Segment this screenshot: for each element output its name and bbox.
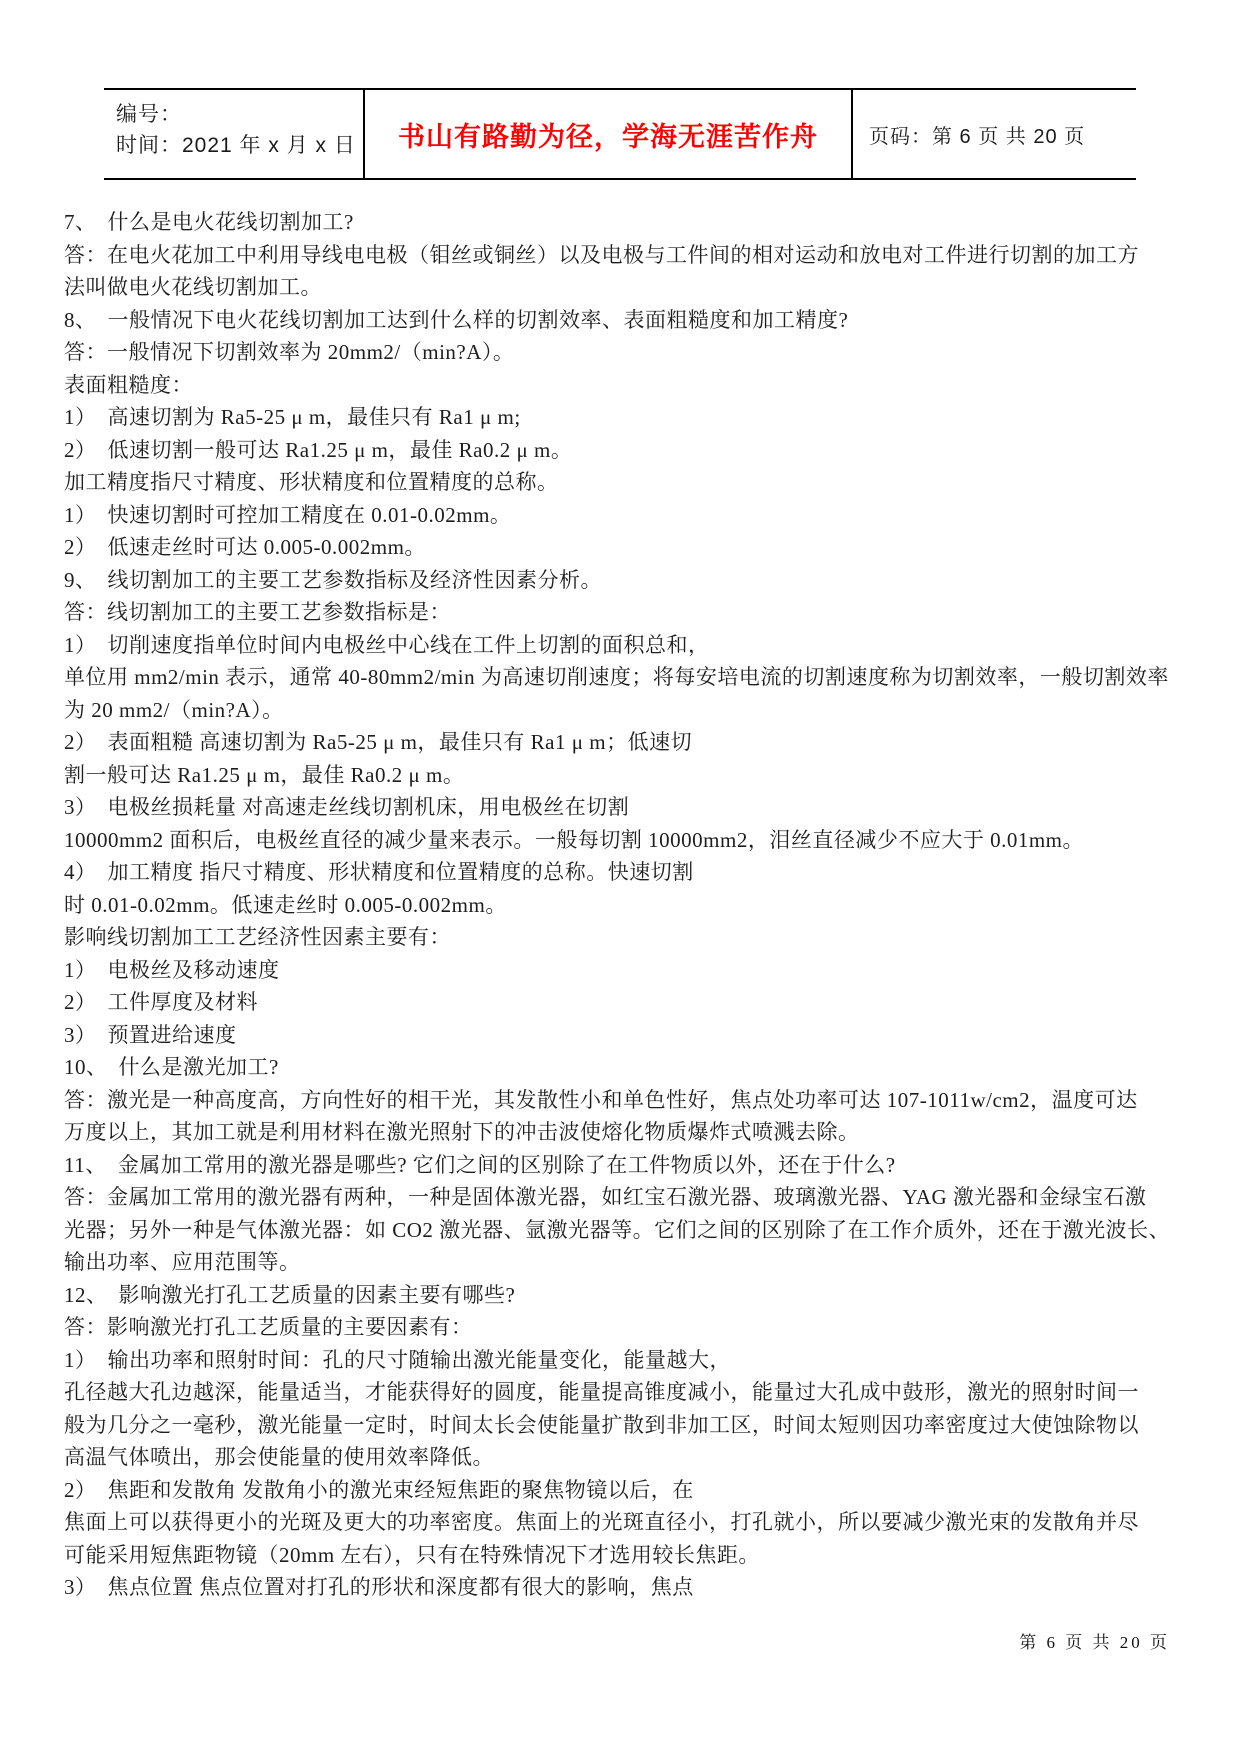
text-line: 单位用 mm2/min 表示，通常 40-80mm2/min 为高速切削速度；将每安培电流的切割速度称为切割效率，一般切割效率	[64, 665, 1169, 689]
text-line: 高温气体喷出，那会使能量的使用效率降低。	[64, 1445, 494, 1469]
text-line: 2） 低速切割一般可达 Ra1.25 μ m，最佳 Ra0.2 μ m。	[64, 437, 573, 462]
text-line: 1） 输出功率和照射时间：孔的尺寸随输出激光能量变化，能量越大，	[64, 1347, 731, 1372]
text-line: 答：在电火花加工中利用导线电电极（钼丝或铜丝）以及电极与工件间的相对运动和放电对工件进行切割的加工方	[64, 242, 1139, 267]
text-line: 加工精度指尺寸精度、形状精度和位置精度的总称。	[64, 470, 559, 494]
header-cell-motto	[365, 90, 851, 178]
text-line: 焦面上可以获得更小的光斑及更大的功率密度。焦面上的光斑直径小，打孔就小，所以要减少激光束的发散角并尽	[64, 1510, 1139, 1534]
text-line: 9、 线切割加工的主要工艺参数指标及经济性因素分析。	[64, 567, 602, 592]
text-line: 答：金属加工常用的激光器有两种，一种是固体激光器，如红宝石激光器、玻璃激光器、YAG 激光器和金绿宝石激	[64, 1185, 1147, 1209]
text-line: 可能采用短焦距物镜（20mm 左右），只有在特殊情况下才选用较长焦距。	[64, 1542, 760, 1567]
doc-number-label: 编号：	[116, 103, 182, 126]
text-line: 孔径越大孔边越深，能量适当，才能获得好的圆度，能量提高锥度减小，能量过大孔成中鼓形，激光的照射时间一	[64, 1380, 1139, 1404]
text-line: 12、 影响激光打孔工艺质量的因素主要有哪些?	[64, 1282, 516, 1307]
header-cell-meta	[104, 90, 363, 178]
header-table	[104, 88, 1136, 180]
text-line: 时 0.01-0.02mm。低速走丝时 0.005-0.002mm。	[64, 892, 507, 917]
text-line: 为 20 mm2/（min?A）。	[64, 697, 284, 722]
text-line: 3） 焦点位置 焦点位置对打孔的形状和深度都有很大的影响，焦点	[64, 1575, 694, 1599]
text-line: 影响线切割加工工艺经济性因素主要有：	[64, 925, 451, 949]
text-line: 2） 工件厚度及材料	[64, 990, 258, 1014]
text-line: 10000mm2 面积后，电极丝直径的减少量来表示。一般每切割 10000mm2，泪丝直径减少不应大于 0.01mm。	[64, 827, 1085, 852]
document-body	[64, 206, 1190, 1604]
motto-text: 书山有路勤为径，学海无涯苦作舟	[398, 121, 818, 152]
text-line: 答：一般情况下切割效率为 20mm2/（min?A）。	[64, 340, 515, 364]
text-line: 1） 切削速度指单位时间内电极丝中心线在工件上切割的面积总和，	[64, 632, 710, 657]
text-line: 3） 预置进给速度	[64, 1022, 237, 1047]
text-line: 2） 低速走丝时可达 0.005-0.002mm。	[64, 535, 426, 559]
text-line: 答：影响激光打孔工艺质量的主要因素有：	[64, 1315, 473, 1339]
text-line: 2） 表面粗糙 高速切割为 Ra5-25 μ m，最佳只有 Ra1 μ m；低速切	[64, 730, 693, 754]
text-line: 表面粗糙度：	[64, 372, 193, 397]
header-cell-page	[853, 90, 1136, 178]
text-line: 万度以上，其加工就是利用材料在激光照射下的冲击波使熔化物质爆炸式喷溅去除。	[64, 1120, 860, 1144]
text-line: 光器；另外一种是气体激光器：如 CO2 激光器、氩激光器等。它们之间的区别除了在工作介质外，还在于激光波长、	[64, 1217, 1171, 1242]
text-line: 11、 金属加工常用的激光器是哪些? 它们之间的区别除了在工件物质以外，还在于什么?	[64, 1152, 896, 1177]
doc-date-label: 时间：2021 年 x 月 x 日	[116, 134, 356, 157]
text-line: 输出功率、应用范围等。	[64, 1250, 301, 1274]
text-line: 7、 什么是电火花线切割加工?	[64, 210, 354, 234]
text-line: 4） 加工精度 指尺寸精度、形状精度和位置精度的总称。快速切割	[64, 860, 694, 884]
text-line: 1） 高速切割为 Ra5-25 μ m，最佳只有 Ra1 μ m;	[64, 405, 521, 429]
text-line: 1） 电极丝及移动速度	[64, 957, 280, 982]
text-line: 2） 焦距和发散角 发散角小的激光束经短焦距的聚焦物镜以后，在	[64, 1477, 694, 1502]
footer-page-indicator: 第 6 页 共 20 页	[1019, 1633, 1170, 1652]
text-line: 8、 一般情况下电火花线切割加工达到什么样的切割效率、表面粗糙度和加工精度?	[64, 307, 849, 332]
text-line: 般为几分之一毫秒，激光能量一定时，时间太长会使能量扩散到非加工区，时间太短则因功率密度过大使蚀除物以	[64, 1412, 1139, 1437]
text-line: 3） 电极丝损耗量 对高速走丝线切割机床，用电极丝在切割	[64, 795, 630, 819]
page-number-label: 页码：第 6 页 共 20 页	[869, 125, 1086, 148]
text-line: 10、 什么是激光加工?	[64, 1055, 279, 1079]
text-line: 1） 快速切割时可控加工精度在 0.01-0.02mm。	[64, 502, 512, 527]
text-line: 法叫做电火花线切割加工。	[64, 275, 322, 299]
text-line: 答：激光是一种高度高，方向性好的相干光，其发散性小和单色性好，焦点处功率可达 107-1011w/cm2，温度可达	[64, 1087, 1138, 1112]
text-line: 割一般可达 Ra1.25 μ m，最佳 Ra0.2 μ m。	[64, 762, 465, 787]
text-line: 答：线切割加工的主要工艺参数指标是：	[64, 600, 451, 624]
